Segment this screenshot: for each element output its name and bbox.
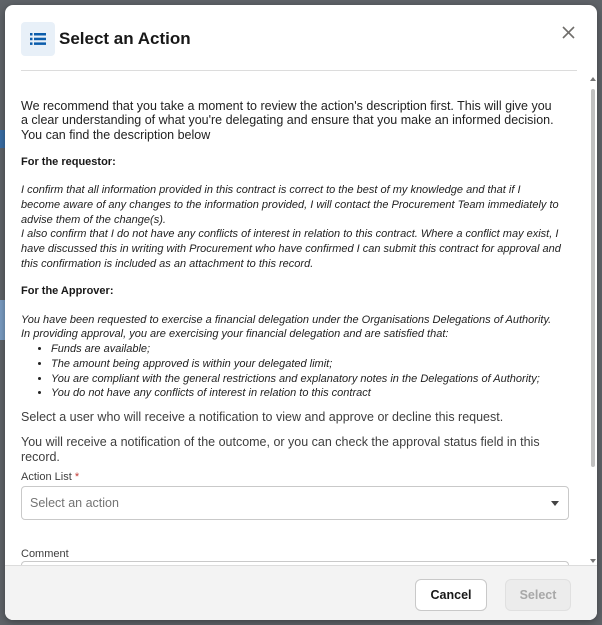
cancel-button[interactable]: Cancel	[415, 579, 487, 611]
requestor-paragraph-1: I confirm that all information provided in this contract is correct to the best of my knowledge and that if I become aware of any changes to the information provided, I will contact the Procurement Team immediately to advise them of the change(s).	[21, 184, 559, 226]
dialog-footer	[5, 565, 597, 620]
action-dialog	[5, 5, 597, 620]
intro-text: We recommend that you take a moment to review the action's description first. This will give you a clear understanding of what you're delegating and ensure that you make an informed decision. You can find the description below	[21, 99, 554, 142]
approver-conditions-list	[21, 342, 561, 401]
action-list-label	[21, 471, 79, 483]
requestor-paragraph-2: I also confirm that I do not have any conflicts of interest in relation to this contract. Where a conflict may exist, I have discussed this in writing with Procurement who have confirmed I can submit this contract for approval and this confirmation is included as an attachment to this record.	[21, 228, 561, 270]
scrollbar[interactable]	[590, 75, 596, 565]
scroll-up-arrow-icon[interactable]	[590, 77, 596, 81]
scroll-thumb[interactable]	[591, 89, 595, 467]
list-item: • You are compliant with the general restrictions and explanatory notes in the Delegations of Authority;	[51, 372, 561, 387]
approver-heading: For the Approver:	[21, 285, 114, 298]
scroll-down-arrow-icon[interactable]	[590, 559, 596, 563]
select-button[interactable]: Select	[505, 579, 571, 611]
close-icon[interactable]	[559, 23, 577, 41]
action-list-label-text: Action List	[21, 471, 72, 483]
required-marker: *	[74, 471, 80, 483]
instruction-outcome: You will receive a notification of the outcome, or you can check the approval status field in this record.	[21, 435, 540, 464]
comment-label: Comment	[21, 548, 69, 560]
description-content	[21, 99, 561, 464]
action-list-placeholder: Select an action	[30, 496, 119, 510]
list-item: • You do not have any conflicts of interest in relation to this contract	[51, 386, 561, 401]
chevron-down-icon	[551, 501, 559, 506]
requestor-heading: For the requestor:	[21, 155, 116, 168]
dialog-body	[5, 71, 597, 567]
action-list-select[interactable]	[21, 486, 569, 520]
list-item: • The amount being approved is within your delegated limit;	[51, 357, 561, 372]
list-item: • Funds are available;	[51, 342, 561, 357]
list-icon	[21, 22, 55, 56]
approver-paragraph: You have been requested to exercise a financial delegation under the Organisations Delegations of Authority. In providing approval, you are exercising your financial delegation and are satisfied that:	[21, 313, 552, 341]
dialog-header	[5, 5, 597, 77]
dialog-title: Select an Action	[59, 29, 191, 48]
instruction-select-user: Select a user who will receive a notification to view and approve or decline this request.	[21, 409, 504, 424]
